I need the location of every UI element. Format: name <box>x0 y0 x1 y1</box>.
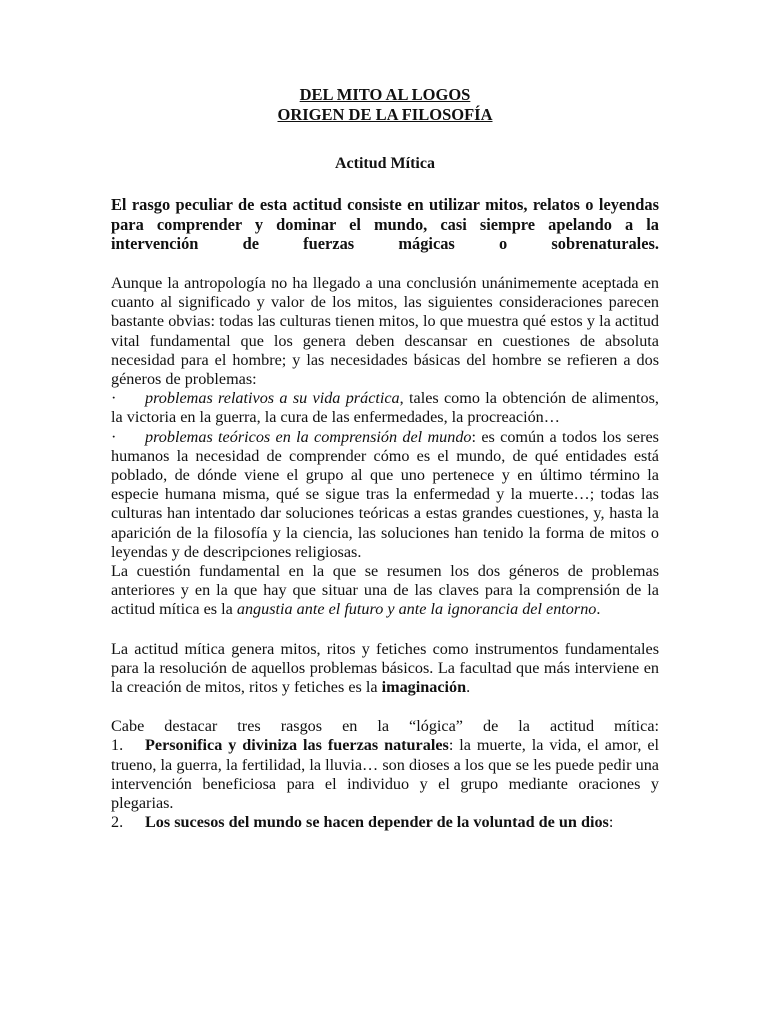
bullet-text: , tales como la obtención de alimentos, la victoria en la guerra, la cura de las enfermedades, la procreación… <box>111 389 659 427</box>
myths-rites-paragraph <box>111 640 659 698</box>
paragraph-bold-text: imaginación <box>381 678 467 697</box>
document-title <box>111 85 659 124</box>
bullet-mark: · <box>111 389 117 408</box>
paragraph-end: . <box>596 600 601 619</box>
paragraph-italic-text: angustia ante el futuro y ante la ignorancia del entorno <box>236 600 597 619</box>
section-title: Actitud Mítica <box>335 155 435 172</box>
paragraph-text: La cuestión fundamental en la que se resumen los dos géneros de problemas anteriores y en la que hay que situar una de las claves para la comprensión de la actitud mítica es la <box>111 562 659 619</box>
item-number: 1. <box>111 736 124 755</box>
item-number: 2. <box>111 813 124 832</box>
document-page <box>111 85 659 832</box>
item-bold-text: Personifica y diviniza las fuerzas naturales <box>145 736 449 755</box>
bullet-italic-text: problemas teóricos en la comprensión del mundo <box>145 427 472 446</box>
bullet-practical-problems <box>111 389 659 427</box>
title-line-2: ORIGEN DE LA FILOSOFÍA <box>277 104 493 124</box>
bullet-theoretical-problems <box>111 428 659 562</box>
trait-item-1 <box>111 736 659 813</box>
trait-item-2 <box>111 813 659 832</box>
bullet-mark: · <box>111 427 117 446</box>
title-line-1: DEL MITO AL LOGOS <box>299 85 471 104</box>
lead-paragraph: El rasgo peculiar de esta actitud consiste en utilizar mitos, relatos o leyendas para comprender y dominar el mundo, casi siempre apelando a la intervención de fuerzas mágicas o sobrenaturales. <box>111 195 659 254</box>
item-text: : la muerte, la vida, el amor, el trueno, la guerra, la fertilidad, la lluvia… son dioses a los que se les puede pedir una intervención beneficiosa para el individuo y el grupo mediante oraciones y plegarias. <box>111 736 659 813</box>
paragraph-end: . <box>466 678 471 697</box>
bullet-italic-text: problemas relativos a su vida práctica <box>145 389 400 408</box>
logic-traits-paragraph: Cabe destacar tres rasgos en la “lógica” de la actitud mítica: <box>111 717 659 736</box>
bullet-text: : es común a todos los seres humanos la necesidad de comprender cómo es el mundo, de qué entidades está poblado, de dónde viene el grupo al que uno pertenece y en último término la especie humana misma, qué se sigue tras la enfermedad y la muerte…; todas las culturas han intentado dar soluciones teóricas a estas grandes cuestiones, y, hasta la aparición de la filosofía y la ciencia, las soluciones han tenido la forma de mitos o leyendas y de descripciones religiosas. <box>111 427 659 561</box>
anguish-paragraph <box>111 562 659 620</box>
item-bold-text: Los sucesos del mundo se hacen depender de la voluntad de un dios <box>145 813 609 832</box>
paragraph-text: La actitud mítica genera mitos, ritos y fetiches como instrumentos fundamentales para la resolución de aquellos problemas básicos. La facultad que más interviene en la creación de mitos, ritos y fetiches es la <box>111 639 659 697</box>
intro-paragraph: Aunque la antropología no ha llegado a una conclusión unánimemente aceptada en cuanto al significado y valor de los mitos, las siguientes consideraciones parecen bastante obvias: todas las culturas tienen mitos, lo que muestra qué estos y la actitud vital fundamental que los genera deben descansar en cuestiones de absoluta necesidad para el hombre; y las necesidades básicas del hombre se refieren a dos géneros de problemas: <box>111 273 659 388</box>
item-text: : <box>608 813 614 832</box>
